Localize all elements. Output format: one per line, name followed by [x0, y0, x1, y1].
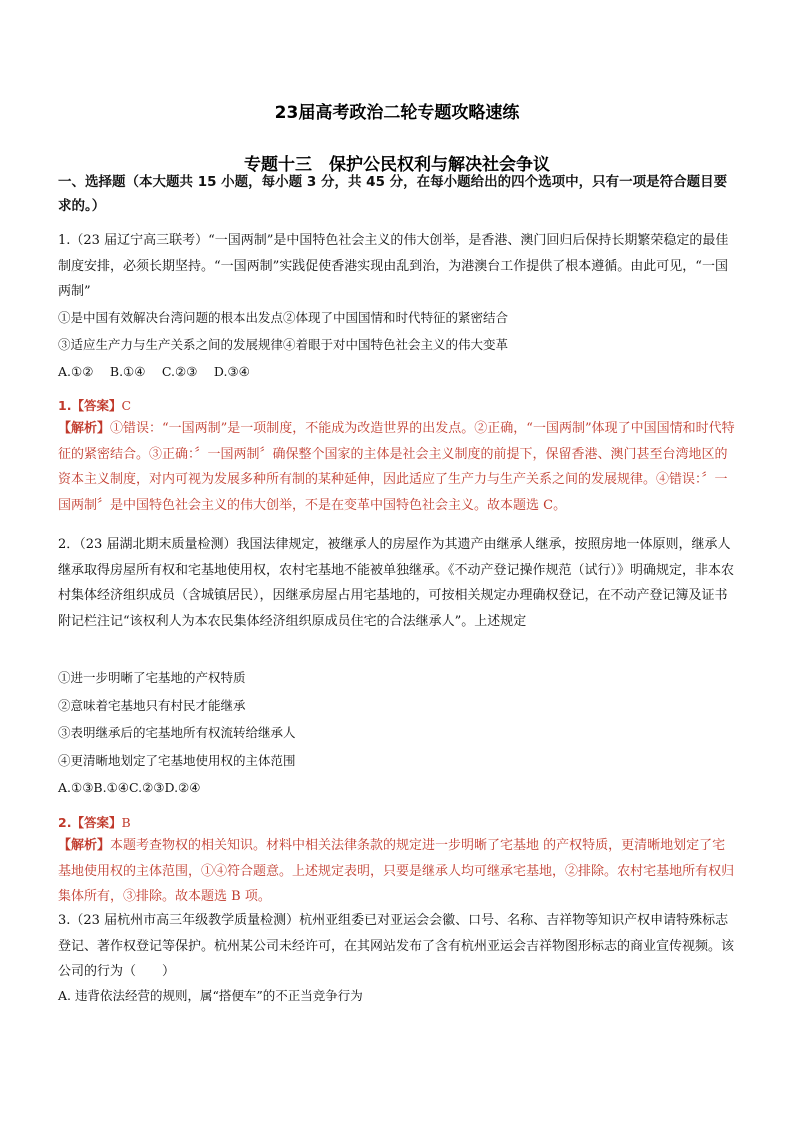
analysis-text-7: 故本题选 B 项。 [175, 889, 271, 904]
document-title: 23届高考政治二轮专题攻略速练 [274, 103, 520, 123]
question-3-stem: 3.（23 届杭州市高三年级教学质量检测）杭州亚组委已对亚运会会徽、口号、名称、吉祥物等知识产权申请特殊标志登记、著作权登记等保护。杭州某公司未经许可，在其网站发布了含有杭州亚运会吉祥物图形标志的商业宣传视频。该公司的行为（ ） [58, 913, 735, 979]
analysis-text-3: 上述规定表明，只要是继承人均可继承宅基地， [292, 863, 566, 879]
question-1-options: A.①② B.①④ C.②③ D.③④ [58, 364, 250, 379]
question-1-analysis [58, 416, 738, 518]
question-2-options: A.①③B.①④C.②③D.②④ [58, 780, 201, 795]
question-1-statements-line-2: ③适应生产力与生产关系之间的发展规律④着眼于对中国特色社会主义的伟大变革 [58, 337, 509, 352]
question-2-statement-2: ②意味着宅基地只有村民才能继承 [58, 698, 246, 713]
question-2-statement-1: ①进一步明晰了宅基地的产权特质 [58, 670, 246, 685]
analysis-text-2: ①④符合题意。 [201, 863, 293, 879]
question-2-statement-3: ③表明继承后的宅基地所有权流转给继承人 [58, 725, 296, 740]
answer-value: C [121, 398, 132, 413]
answer-value: B [121, 815, 131, 830]
question-2-stem: 2．（23 届湖北期末质量检测）我国法律规定，被继承人的房屋作为其遗产由继承人继承，按照房地一体原则，继承人继承取得房屋所有权和宅基地使用权，农村宅基地不能被单独继承。《不动产登记操作规范（试行）》明确规定，非本农村集体经济组织成员（含城镇居民），因继承房屋占用宅基地的，可按相关规定办理确权登记，在不动产登记簿及证书附记栏注记“该权利人为本农民集体经济组织原成员住宅的合法继承人”。上述规定 [58, 537, 735, 629]
analysis-text-1: 本题考查物权的相关知识。材料中相关法律条款的规定进一步明晰了宅基地 的产权特质，更清晰地划定了宅基地使用权的主体范围， [58, 838, 726, 879]
analysis-text-6: ③排除。 [123, 889, 176, 904]
question-1-answer [58, 396, 738, 416]
question-3-option-a: A. 违背依法经营的规则，属“搭便车”的不正当竞争行为 [58, 988, 363, 1003]
analysis-label: 【解析】 [58, 838, 111, 853]
answer-label: 2.【答案】 [58, 815, 122, 830]
question-2-answer [58, 813, 738, 833]
question-1-stem: 1.（23 届辽宁高三联考）“一国两制”是中国特色社会主义的伟大创举，是香港、澳门回归后保持长期繁荣稳定的最佳制度安排，必须长期坚持。“一国两制”实践促使香港实现由乱到治，为港澳台工作提供了根本遵循。由此可见，“一国两制” [58, 233, 729, 299]
analysis-text-4: ②排除。 [565, 863, 618, 879]
question-2-statement-4: ④更清晰地划定了宅基地使用权的主体范围 [58, 753, 296, 768]
analysis-text: ①错误：“一国两制”是一项制度，不能成为改造世界的出发点。②正确，“一国两制”体现了中国国情和时代特征的紧密结合。③正确：〞一国两制〞确保整个国家的主体是社会主义制度的前提下，保留香港、澳门甚至台湾地区的资本主义制度，对内可视为发展多种所有制的某种延伸，因此适应了生产力与生产关系之间的发展规律。④错误：〞一国两制〞是中国特色社会主义的伟大创举，不是在变革中国特色社会主义。故本题选 C。 [58, 421, 735, 513]
section-header: 一、选择题（本大题共 15 小题，每小题 3 分，共 45 分，在每小题给出的四个选项中，只有一项是符合题目要求的。） [58, 174, 728, 214]
topic-title: 专题十三 保护公民权利与解决社会争议 [244, 155, 550, 175]
question-1-statements-line-1: ①是中国有效解决台湾问题的根本出发点②体现了中国国情和时代特征的紧密结合 [58, 310, 509, 325]
analysis-text-5: 农村宅基地所有权归集体所有， [58, 863, 735, 904]
answer-label: 1.【答案】 [58, 398, 122, 413]
analysis-label: 【解析】 [58, 421, 111, 436]
question-2-analysis [58, 833, 738, 910]
